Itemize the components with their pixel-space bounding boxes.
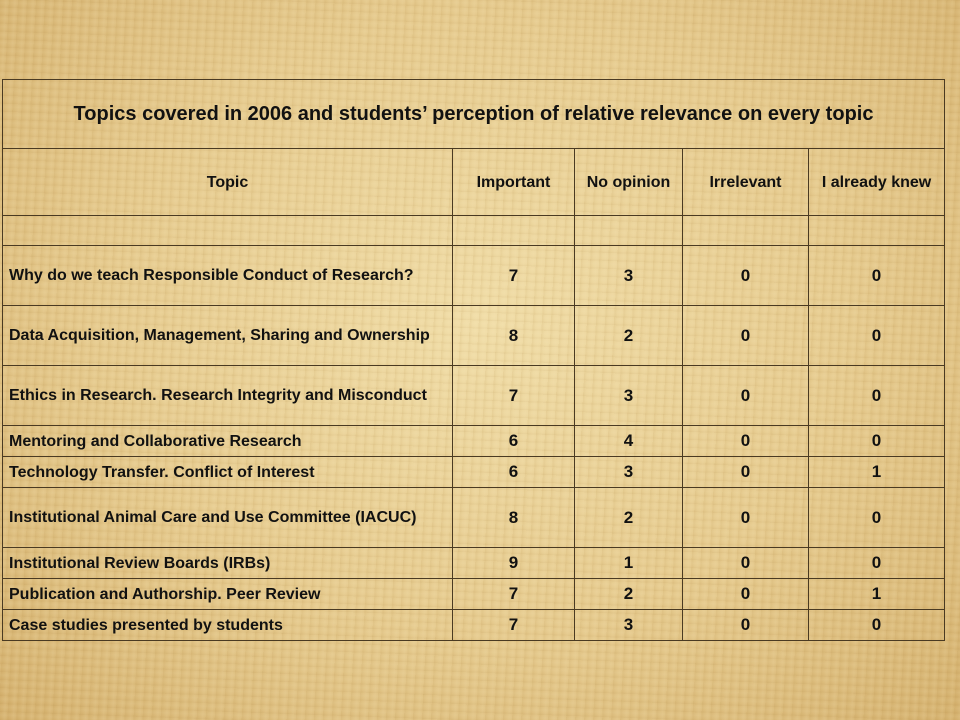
table-row xyxy=(3,488,945,548)
table-row xyxy=(3,246,945,306)
no-opinion-cell: 3 xyxy=(575,246,683,306)
topic-cell: Why do we teach Responsible Conduct of Research? xyxy=(3,246,453,306)
irrelevant-cell: 0 xyxy=(683,426,809,457)
table-row xyxy=(3,548,945,579)
already-knew-cell: 0 xyxy=(809,246,945,306)
topic-cell: Ethics in Research. Research Integrity and Misconduct xyxy=(3,366,453,426)
topic-cell: Technology Transfer. Conflict of Interest xyxy=(3,457,453,488)
already-knew-cell: 0 xyxy=(809,366,945,426)
spacer-cell xyxy=(575,216,683,246)
no-opinion-cell: 3 xyxy=(575,457,683,488)
header-row xyxy=(3,149,945,216)
topic-cell: Case studies presented by students xyxy=(3,610,453,641)
irrelevant-cell: 0 xyxy=(683,488,809,548)
no-opinion-cell: 3 xyxy=(575,366,683,426)
topic-cell: Mentoring and Collaborative Research xyxy=(3,426,453,457)
no-opinion-cell: 4 xyxy=(575,426,683,457)
column-header-no-opinion: No opinion xyxy=(575,149,683,216)
important-cell: 8 xyxy=(453,488,575,548)
irrelevant-cell: 0 xyxy=(683,306,809,366)
important-cell: 7 xyxy=(453,246,575,306)
already-knew-cell: 0 xyxy=(809,548,945,579)
table-row xyxy=(3,426,945,457)
no-opinion-cell: 3 xyxy=(575,610,683,641)
already-knew-cell: 1 xyxy=(809,457,945,488)
table-row xyxy=(3,579,945,610)
table-row xyxy=(3,306,945,366)
column-header-topic: Topic xyxy=(3,149,453,216)
spacer-cell xyxy=(3,216,453,246)
irrelevant-cell: 0 xyxy=(683,457,809,488)
column-header-irrelevant: Irrelevant xyxy=(683,149,809,216)
table-title: Topics covered in 2006 and students’ perception of relative relevance on every topic xyxy=(3,80,945,149)
spacer-row xyxy=(3,216,945,246)
topic-cell: Institutional Review Boards (IRBs) xyxy=(3,548,453,579)
irrelevant-cell: 0 xyxy=(683,579,809,610)
table-row xyxy=(3,457,945,488)
important-cell: 7 xyxy=(453,610,575,641)
topic-cell: Publication and Authorship. Peer Review xyxy=(3,579,453,610)
spacer-cell xyxy=(809,216,945,246)
topic-cell: Data Acquisition, Management, Sharing and Ownership xyxy=(3,306,453,366)
column-header-already-knew: I already knew xyxy=(809,149,945,216)
important-cell: 6 xyxy=(453,457,575,488)
important-cell: 7 xyxy=(453,366,575,426)
already-knew-cell: 0 xyxy=(809,610,945,641)
spacer-cell xyxy=(683,216,809,246)
already-knew-cell: 0 xyxy=(809,306,945,366)
already-knew-cell: 1 xyxy=(809,579,945,610)
important-cell: 8 xyxy=(453,306,575,366)
survey-table xyxy=(2,79,945,641)
no-opinion-cell: 2 xyxy=(575,579,683,610)
important-cell: 6 xyxy=(453,426,575,457)
no-opinion-cell: 1 xyxy=(575,548,683,579)
important-cell: 9 xyxy=(453,548,575,579)
no-opinion-cell: 2 xyxy=(575,306,683,366)
no-opinion-cell: 2 xyxy=(575,488,683,548)
already-knew-cell: 0 xyxy=(809,488,945,548)
topic-cell: Institutional Animal Care and Use Committee (IACUC) xyxy=(3,488,453,548)
irrelevant-cell: 0 xyxy=(683,246,809,306)
table-row xyxy=(3,366,945,426)
already-knew-cell: 0 xyxy=(809,426,945,457)
irrelevant-cell: 0 xyxy=(683,548,809,579)
column-header-important: Important xyxy=(453,149,575,216)
irrelevant-cell: 0 xyxy=(683,366,809,426)
irrelevant-cell: 0 xyxy=(683,610,809,641)
title-row xyxy=(3,80,945,149)
important-cell: 7 xyxy=(453,579,575,610)
spacer-cell xyxy=(453,216,575,246)
table-row xyxy=(3,610,945,641)
